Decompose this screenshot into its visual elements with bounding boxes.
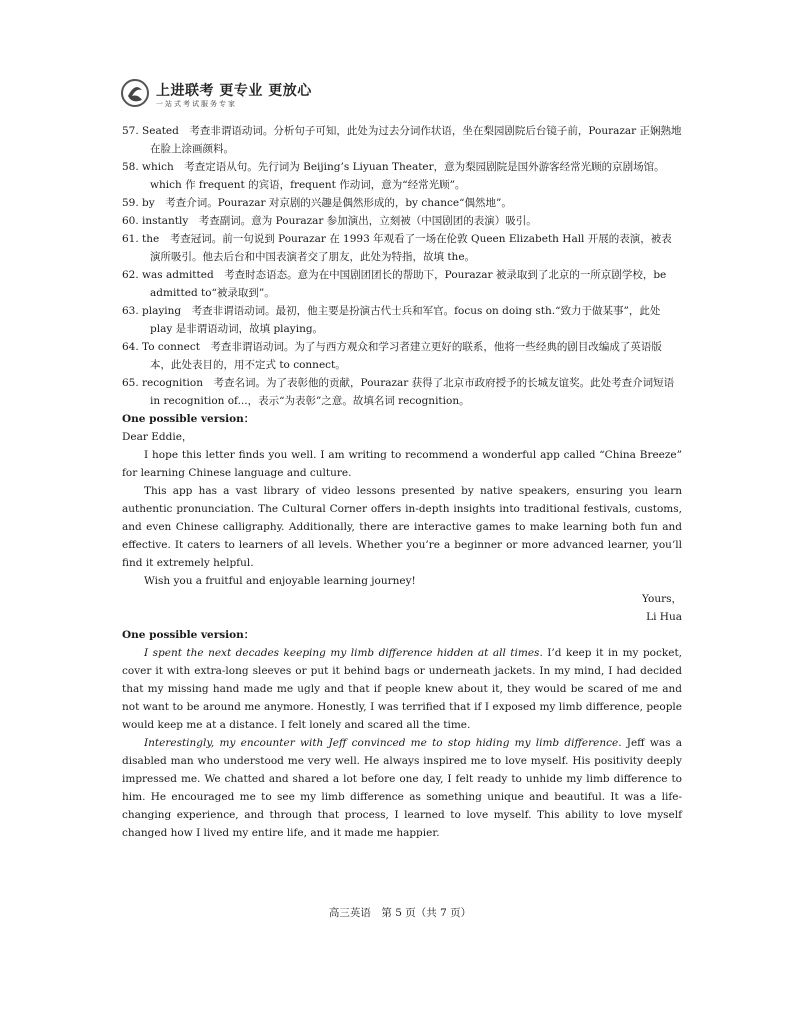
answer-item-62: 62. was admitted 考查时态语态。意为在中国剧团团长的帮助下，Pourazar 被录取到了北京的一所京剧学校，be admitted to“被录取到”。	[122, 269, 667, 299]
story-paragraph-1	[122, 644, 682, 734]
answer-item-58: 58. which 考查定语从句。先行词为 Beijing’s Liyuan Theater，意为梨园剧院是国外游客经常光顾的京剧场馆。which 作 frequent 的宾语，frequent 作动词，意为“经常光顾”。	[122, 161, 665, 191]
story-paragraph-2-body: Jeff was a disabled man who understood me very well. He always inspired me to love myself. His positivity deeply impressed me. We chatted and shared a lot before one day, I felt ready to unhide my limb difference to him. He encouraged me to see my limb difference as something unique and beautiful. It was a life-changing experience, and through that process, I learned to love myself. This ability to love myself changed how I lived my entire life, and it made me happier.	[122, 737, 682, 839]
answer-content	[122, 122, 682, 842]
answer-item-61: 61. the 考查冠词。前一句说到 Pourazar 在 1993 年观看了一场在伦敦 Queen Elizabeth Hall 开展的表演，被表演所吸引。他去后台和中国表演者交了朋友，此处为特指，故填 the。	[122, 233, 672, 263]
answer-item-63: 63. playing 考查非谓语动词。最初，他主要是扮演古代士兵和军官。focus on doing sth.“致力于做某事”，此处 play 是非谓语动词，故填 playing。	[122, 305, 661, 335]
story-heading: One possible version：	[122, 629, 255, 641]
letter-signature: Li Hua	[646, 611, 682, 623]
story-paragraph-1-opening: I spent the next decades keeping my limb difference hidden at all times.	[144, 647, 543, 659]
story-paragraph-1-body: I’d keep it in my pocket, cover it with extra-long sleeves or put it behind bags or underneath jackets. In my mind, I had decided that my missing hand made me ugly and that if people knew about it, they would be scared of me and not want to be around me anymore. Honestly, I was terrified that if I exposed my limb difference, people would keep me at a distance. I felt lonely and scared all the time.	[122, 647, 683, 731]
letter-paragraph-2: This app has a vast library of video lessons presented by native speakers, ensuring you learn authentic pronunciation. The Cultural Corner offers in-depth insights into traditional festivals, customs, and even Chinese calligraphy. Additionally, there are interactive games to make learning both fun and effective. It caters to learners of all levels. Whether you’re a beginner or more advanced learner, you’ll find it extremely helpful.	[122, 485, 682, 569]
answer-item-57: 57. Seated 考查非谓语动词。分析句子可知，此处为过去分词作状语，坐在梨园剧院后台镜子前，Pourazar 正娴熟地在脸上涂画颜料。	[122, 125, 682, 155]
letter-paragraph-3: Wish you a fruitful and enjoyable learning journey!	[144, 575, 416, 587]
letter-paragraph-1: I hope this letter finds you well. I am writing to recommend a wonderful app called “China Breeze” for learning Chinese language and culture.	[122, 449, 682, 479]
answer-item-59: 59. by 考查介词。Pourazar 对京剧的兴趣是偶然形成的，by chance“偶然地”。	[122, 197, 512, 209]
brand-logo-icon	[120, 78, 150, 108]
letter-salutation: Dear Eddie，	[122, 431, 193, 443]
answer-item-60: 60. instantly 考查副词。意为 Pourazar 参加演出，立刻被（中国剧团的表演）吸引。	[122, 215, 537, 227]
letter-heading: One possible version：	[122, 413, 255, 425]
page-header	[120, 74, 320, 114]
letter-closing: Yours，	[641, 593, 682, 605]
page-footer: 高三英语 第 5 页（共 7 页）	[328, 907, 472, 919]
answer-item-65: 65. recognition 考查名词。为了表彰他的贡献，Pourazar 获得了北京市政府授予的长城友谊奖。此处考查介词短语 in recognition of...，表示“为表彰”之意。故填名词 recognition。	[122, 377, 675, 407]
brand-tagline: 一站式考试服务专家	[156, 100, 237, 108]
story-paragraph-2-opening: Interestingly, my encounter with Jeff convinced me to stop hiding my limb difference.	[144, 737, 622, 749]
brand-name: 上进联考 更专业 更放心	[156, 83, 312, 99]
answer-item-64: 64. To connect 考查非谓语动词。为了与西方观众和学习者建立更好的联系，他将一些经典的剧目改编成了英语版本，此处表目的，用不定式 to connect。	[122, 341, 662, 371]
story-paragraph-2	[122, 734, 682, 842]
